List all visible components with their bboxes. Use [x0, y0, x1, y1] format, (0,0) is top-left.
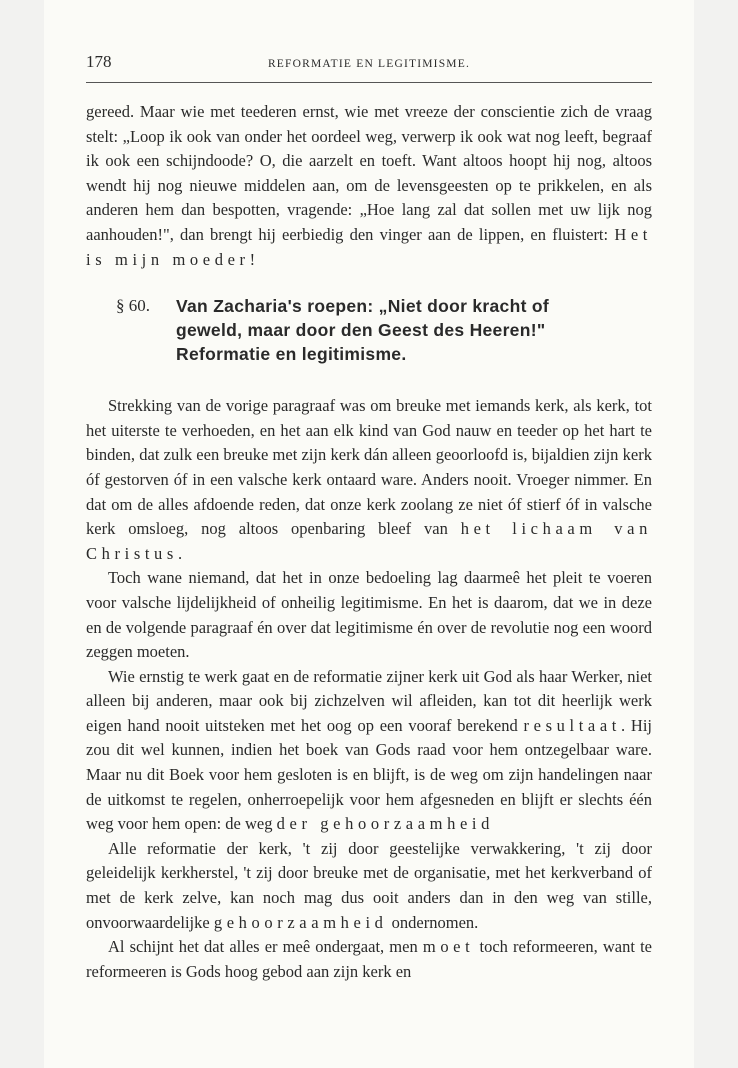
page-header: [86, 50, 652, 78]
paragraph-4-spaced: gehoorzaamheid: [213, 912, 388, 932]
opening-paragraph: [86, 100, 652, 272]
paragraph-1-end: .: [177, 543, 183, 563]
paragraph-1-spaced: het lichaam van Christus: [86, 519, 652, 563]
paragraph-4-text-b: ondernomen.: [387, 912, 479, 932]
opening-spaced-text: Het is mijn moeder!: [86, 224, 652, 269]
section-number: § 60.: [116, 296, 150, 316]
section-title-line-2: geweld, maar door den Geest des Heeren!": [176, 320, 546, 341]
paragraph-1: [86, 394, 652, 566]
paragraph-5-text-a: Al schijnt het dat alles er meê ondergaat, men: [108, 937, 423, 957]
paragraph-5: [86, 935, 652, 984]
section-title-line-3: Reformatie en legitimisme.: [176, 344, 407, 365]
paragraph-3-text-b: . Hij zou dit wel kunnen, indien het boek van Gods raad voor hem ontzegelbaar ware. Maar nu dit Boek voor hem gesloten is en blijft, is de weg om zijn handelingen naar de uitkomst te regelen, onherroepelijk voor hem afgesneden en blijft er slechts één weg voor hem open: de weg: [86, 715, 652, 834]
header-rule: [86, 82, 652, 83]
body-text: [86, 100, 652, 984]
running-title: REFORMATIE EN LEGITIMISME.: [267, 58, 471, 70]
paragraph-4: [86, 837, 652, 935]
section-heading: [86, 294, 652, 366]
paragraph-4-text-a: Alle reformatie der kerk, 't zij door geestelijke verwakkering, 't zij door geleidelijk kerkherstel, 't zij door breuke met de organisatie, met het kerkverband of met de kerk zelve, kan noch mag dus ooit anders dan in den weg van stille, onvoorwaardelijke: [86, 838, 652, 932]
paragraph-3: [86, 665, 652, 837]
paragraph-2: Toch wane niemand, dat het in onze bedoeling lag daarmeê het pleit te voeren voor valsche lijdelijkheid of onheilig legitimisme. En het is daarom, dat we in deze en de volgende paragraaf én over dat legitimisme én over de revolutie nog een woord zeggen moeten.: [86, 568, 652, 662]
page-number: 178: [86, 52, 112, 71]
paragraph-3-spaced-2: der gehoorzaamheid: [276, 814, 495, 834]
section-title-line-1: Van Zacharia's roepen: „Niet door kracht of: [176, 296, 549, 317]
paragraph-3-text-a: Wie ernstig te werk gaat en de reformatie zijner kerk uit God als haar Werker, niet alleen bij anderen, maar ook bij zichzelven wil afleiden, kan tot dit heerlijk werk eigen hand nooit uitsteken met het oog op een vooraf berekend: [86, 666, 652, 735]
opening-text: gereed. Maar wie met teederen ernst, wie met vreeze der conscientie zich de vraag stelt: „Loop ik ook van onder het oordeel weg, verwerp ik ook wat nog leeft, begraaf ik ook een schijndoode? O, die aarzelt en toeft. Want altoos hoopt hij nog, altoos wendt hij nog nieuwe middelen aan, om de levensgeesten op te prikkelen, en als anderen hem dan bespotten, vragende: „Hoe lang zal dat sollen met uw lijk nog aanhouden!", dan brengt hij eerbiedig den vinger aan de lippen, en fluistert:: [86, 102, 652, 244]
paragraph-1-text: Strekking van de vorige paragraaf was om breuke met iemands kerk, als kerk, tot het uiterste te verhoeden, en het aan elk kind van God nauw en teeder op het hart te binden, dat zulk een breuke met zijn kerk dán alleen geoorloofd is, bijaldien zijn kerk óf gestorven óf in een valsche kerk ontaard ware. Anders nooit. Vroeger nimmer. En dat om de alles afdoende reden, dat onze kerk zoolang ze niet óf stierf óf in valsche kerk omsloeg, nog altoos openbaring bleef van: [86, 396, 652, 539]
paragraph-5-text-b: toch reformeeren, want te reformeeren is Gods hoog gebod aan zijn kerk en: [86, 937, 653, 981]
paragraph-5-spaced: moet: [422, 937, 475, 957]
paragraph-3-spaced-1: resultaat: [523, 715, 621, 735]
section-title: [176, 294, 652, 366]
